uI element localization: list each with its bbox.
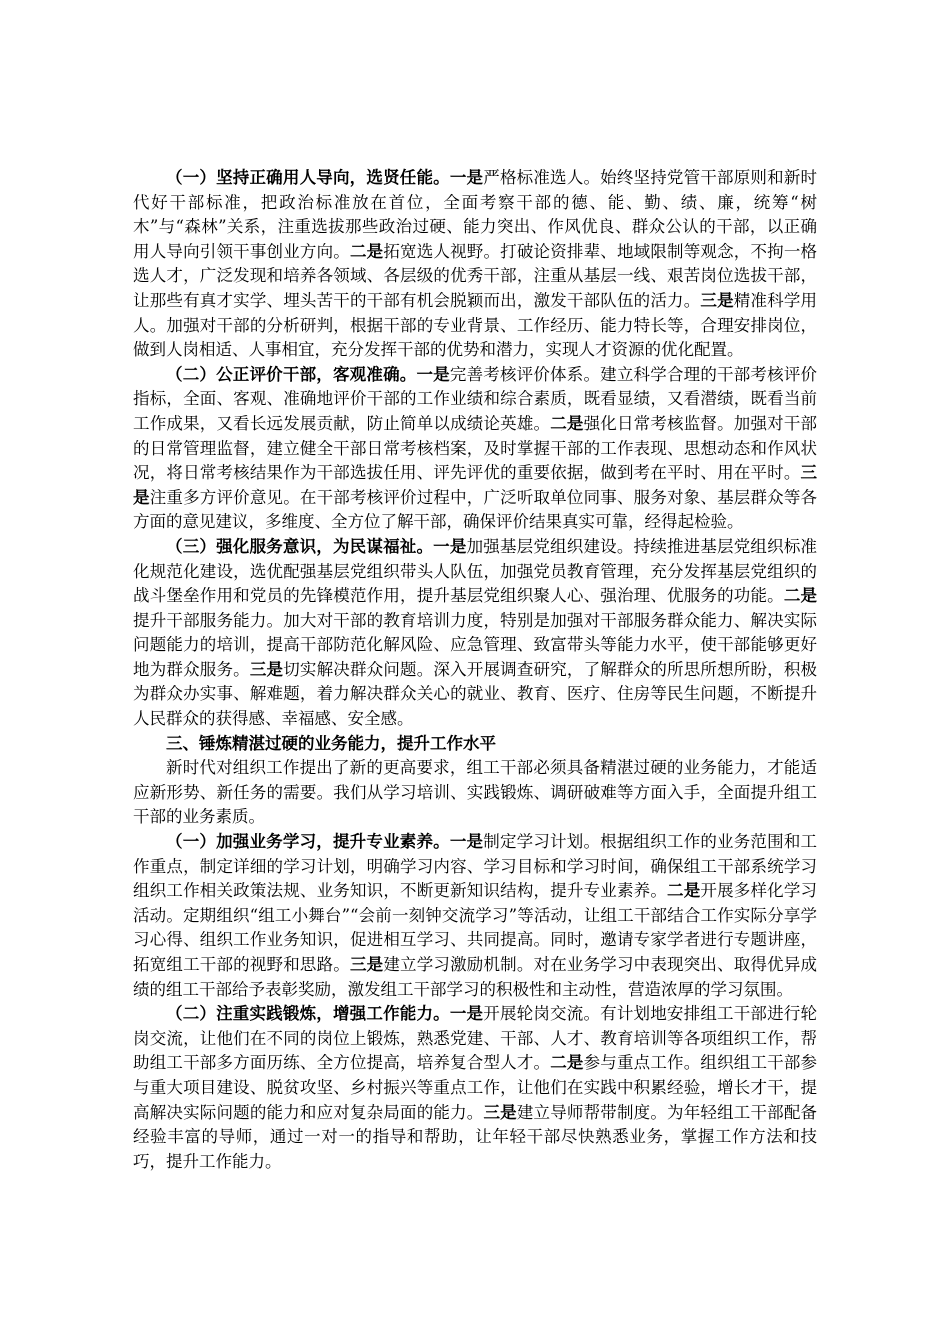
keyword-san: 三是 [700,290,734,310]
text-segment: 完善考核评价体系。建立科学合理的干部考核评价指标，全面、客观、准确地评价干部的工作业绩和综合素质，既看显绩，又看潜绩，既看当前工作成果，又看长远发展贡献，防止简单以成绩论英雄。 [133,364,818,433]
section-intro [133,756,817,830]
section-heading: 三、锤炼精湛过硬的业务能力，提升工作水平 [166,733,496,753]
keyword-san: 三是 [249,659,284,679]
text-segment: 开展轮岗交流。有计划地安排组工干部进行轮岗交流，让他们在不同的岗位上锻炼，熟悉党建、干部、人才、教育培训等各项组织工作，帮助组工干部多方面历练、全方位提高，培养复合型人才。 [133,1004,818,1073]
text-segment: 建立学习激励机制。对在业务学习中表现突出、取得优异成绩的组工干部给予表彰奖励，激发组工干部学习的积极性和主动性，营造浓厚的学习氛围。 [133,955,817,999]
paragraph-2 [133,363,817,535]
text-segment: 建立导师帮带制度。为年轻组工干部配备经验丰富的导师，通过一对一的指导和帮助，让年轻干部尽快熟悉业务，掌握工作方法和技巧，提升工作能力。 [133,1102,817,1171]
text-segment: 加强基层党组织建设。持续推进基层党组织标准化规范化建设，选优配强基层党组织带头人队伍，加强党员教育管理，充分发挥基层党组织的战斗堡垒作用和党员的先锋模范作用，提升基层党组织聚人心、强治理、优服务的功能。 [133,536,818,606]
keyword-yi: 一是 [449,832,484,852]
keyword-er: 二是 [667,881,701,901]
keyword-er: 二是 [550,1053,584,1073]
text-segment: 拓宽选人视野。打破论资排辈、地域限制等观念，不拘一格选人才，广泛发现和培养各领域、各层级的优秀干部，注重从基层一线、艰苦岗位选拔干部，让那些有真才实学、埋头苦干的干部有机会脱颖而出，激发干部队伍的活力。 [133,241,817,310]
keyword-yi: 一是 [433,536,467,556]
text-segment: 强化日常考核监督。加强对干部的日常管理监督，建立健全干部日常考核档案，及时掌握干部的工作表现、思想动态和作风状况，将日常考核结果作为干部选拔任用、评先评优的重要依据，做到考在平时、用在平时。 [133,413,817,483]
text-segment: 开展多样化学习活动。定期组织“组工小舞台”“会前一刻钟交流学习”等活动，让组工干部结合工作实际分享学习心得、组织工作业务知识，促进相互学习、共同提高。同时，邀请专家学者进行专题讲座，拓宽组工干部的视野和思路。 [133,881,817,974]
subheading-4: （一）加强业务学习，提升专业素养。 [166,832,450,852]
text-segment: 提升干部服务能力。加大对干部的教育培训力度，特别是加强对干部服务群众能力、解决实际问题能力的培训，提高干部防范化解风险、应急管理、致富带头等能力水平，使干部能够更好地为群众服务。 [133,610,817,679]
text-segment: 参与重点工作。组织组工干部参与重大项目建设、脱贫攻坚、乡村振兴等重点工作，让他们在实践中积累经验，增长才干，提高解决实际问题的能力和应对复杂局面的能力。 [133,1053,817,1122]
text-segment: 新时代对组织工作提出了新的更高要求，组工干部必须具备精湛过硬的业务能力，才能适应新形势、新任务的需要。我们从学习培训、实践锻炼、调研破难等方面入手，全面提升组工干部的业务素质。 [133,758,817,827]
text-segment: 注重多方评价意见。在干部考核评价过程中，广泛听取单位同事、服务对象、基层群众等各方面的意见建议，多维度、全方位了解干部，确保评价结果真实可靠，经得起检验。 [133,487,817,532]
keyword-yi: 一是 [449,168,484,187]
keyword-yi: 一是 [449,1004,484,1024]
text-segment: 严格标准选人。始终坚持党管干部原则和新时代好干部标准，把政治标准放在首位，全面考察干部的德、能、勤、绩、廉，统筹“树木”与“森林”关系，注重选拔那些政治过硬、能力突出、作风优良、群众公认的干部，以正确用人导向引领干事创业方向。 [133,168,818,261]
subheading-1: （一）坚持正确用人导向，选贤任能。 [166,168,450,187]
paragraph-6 [133,1002,817,1174]
paragraph-5 [133,830,817,1002]
keyword-er: 二是 [349,241,384,261]
keyword-er: 二是 [783,586,817,606]
subheading-3: （三）强化服务意识，为民谋福祉。 [166,536,434,556]
keyword-er: 二是 [550,413,584,433]
text-segment: 切实解决群众问题。深入开展调查研究，了解群众的所思所想所盼，积极为群众办实事、解难题，着力解决群众关心的就业、教育、医疗、住房等民生问题，不断提升人民群众的获得感、幸福感、安全感。 [133,659,817,729]
paragraph-3 [133,535,817,732]
document-body [133,166,817,1174]
paragraph-1 [133,166,817,363]
text-segment: 精准科学用人。加强对干部的分析研判，根据干部的专业背景、工作经历、能力特长等，合理安排岗位，做到人岗相适、人事相宜，充分发挥干部的优势和潜力，实现人才资源的优化配置。 [133,290,817,360]
text-segment: 制定学习计划。根据组织工作的业务范围和工作重点，制定详细的学习计划，明确学习内容、学习目标和学习时间，确保组工干部系统学习组织工作相关政策法规、业务知识，不断更新知识结构，提升专业素养。 [133,832,818,901]
keyword-san: 三是 [133,463,817,507]
subheading-2: （二）公正评价干部，客观准确。 [166,364,417,384]
keyword-yi: 一是 [416,364,450,384]
subheading-5: （二）注重实践锻炼，增强工作能力。 [166,1004,450,1024]
keyword-san: 三是 [483,1102,517,1122]
keyword-san: 三是 [349,955,384,974]
